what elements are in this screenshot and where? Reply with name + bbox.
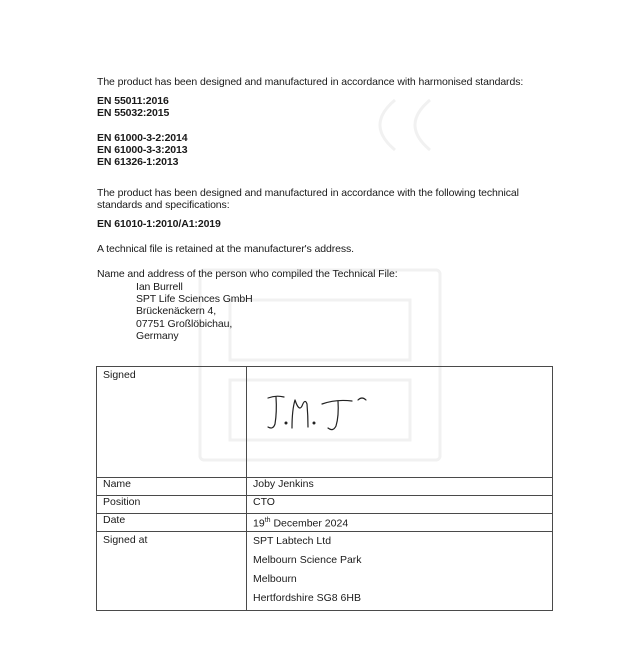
- date-suffix: th: [264, 517, 271, 524]
- compiler-address-line: Germany: [136, 330, 179, 342]
- signed-at-row: [97, 532, 553, 611]
- compiler-address-line: SPT Life Sciences GmbH: [136, 293, 253, 305]
- intro-harmonised: The product has been designed and manufactured in accordance with harmonised standards:: [97, 76, 524, 88]
- signed-at-line: Hertfordshire SG8 6HB: [253, 592, 361, 604]
- date-row: [97, 514, 553, 532]
- date-day: 19: [253, 517, 265, 530]
- standard-item: EN 55032:2015: [97, 107, 170, 119]
- intro-technical-line1: The product has been designed and manufactured in accordance with the following technical: [97, 187, 519, 199]
- standard-item: EN 61000-3-3:2013: [97, 144, 188, 156]
- standard-item: EN 61326-1:2013: [97, 156, 179, 168]
- signed-at-value: [247, 532, 553, 611]
- technical-file-note: A technical file is retained at the manufacturer's address.: [97, 243, 354, 255]
- compiler-address-line: 07751 Großlöbichau,: [136, 318, 233, 330]
- handwritten-signature: [262, 390, 382, 436]
- compiler-address-line: Brückenäckern 4,: [136, 305, 217, 317]
- intro-technical-line2: standards and specifications:: [97, 199, 230, 211]
- signed-at-line: Melbourn: [253, 573, 297, 585]
- name-row: [97, 478, 553, 496]
- signed-at-line: SPT Labtech Ltd: [253, 535, 332, 547]
- standard-item: EN 55011:2016: [97, 95, 169, 107]
- name-value: Joby Jenkins: [247, 478, 553, 496]
- compiler-heading: Name and address of the person who compiled the Technical File:: [97, 268, 398, 280]
- signed-at-label: Signed at: [97, 532, 247, 611]
- date-value: [247, 514, 553, 532]
- position-label: Position: [97, 496, 247, 514]
- date-rest: December 2024: [270, 517, 349, 530]
- standard-item: EN 61000-3-2:2014: [97, 132, 188, 144]
- technical-standard: EN 61010-1:2010/A1:2019: [97, 218, 221, 230]
- position-row: [97, 496, 553, 514]
- signed-label: Signed: [97, 367, 247, 478]
- date-label: Date: [97, 514, 247, 532]
- name-label: Name: [97, 478, 247, 496]
- signed-at-line: Melbourn Science Park: [253, 554, 362, 566]
- position-value: CTO: [247, 496, 553, 514]
- compiler-address-line: Ian Burrell: [136, 281, 183, 293]
